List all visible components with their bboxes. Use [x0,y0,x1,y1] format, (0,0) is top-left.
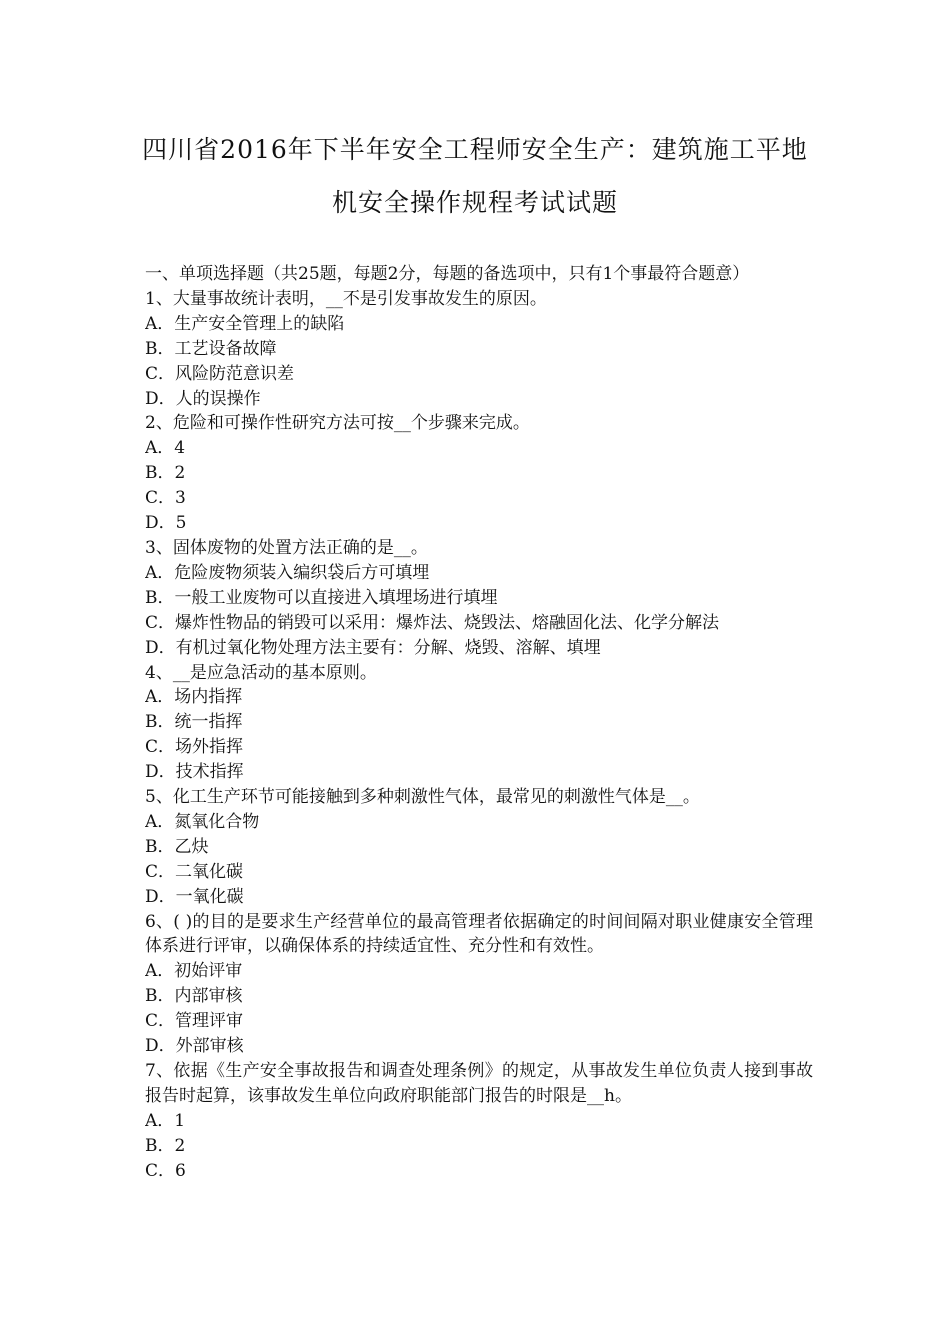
question-option: B．2 [145,463,186,484]
question-1 [145,287,813,412]
title-line-2: 机安全操作规程考试试题 [331,188,618,217]
question-5 [145,785,813,910]
question-4 [145,661,813,786]
question-stem: 6、( )的目的是要求生产经营单位的最高管理者依据确定的时间间隔对职业健康安全管理体系进行评审，以确保体系的持续适宜性、充分性和有效性。 [145,911,813,957]
question-3 [145,536,813,661]
question-option: B．工艺设备故障 [145,338,277,359]
title-line-1: 四川省2016年下半年安全工程师安全生产：建筑施工平地 [142,135,808,164]
question-option: D．一氧化碳 [145,886,244,907]
question-option: B．2 [145,1135,186,1156]
question-option: C．场外指挥 [145,737,244,758]
question-option: A．1 [145,1110,186,1131]
question-6 [145,910,813,1059]
question-option: C．爆炸性物品的销毁可以采用：爆炸法、烧毁法、熔融固化法、化学分解法 [145,612,720,633]
question-option: A．场内指挥 [145,687,243,708]
question-stem: 1、大量事故统计表明，__不是引发事故发生的原因。 [145,288,547,309]
document-title [120,128,830,225]
question-option: A．危险废物须装入编织袋后方可填埋 [145,562,430,583]
question-option: D．技术指挥 [145,762,244,783]
question-option: D．5 [145,513,187,534]
question-option: C．3 [145,488,186,509]
question-7 [145,1059,813,1184]
question-option: C．风险防范意识差 [145,363,295,384]
section-heading: 一、单项选择题（共25题，每题2分，每题的备选项中，只有1个事最符合题意） [145,264,750,284]
question-option: B．一般工业废物可以直接进入填埋场进行填埋 [145,587,498,608]
question-option: A．氮氧化合物 [145,811,260,832]
question-stem: 3、固体废物的处置方法正确的是__。 [145,537,428,558]
question-option: C．管理评审 [145,1011,244,1032]
question-option: B．内部审核 [145,986,243,1007]
question-option: B．统一指挥 [145,712,243,733]
question-stem: 4、__是应急活动的基本原则。 [145,662,377,683]
question-option: D．人的误操作 [145,388,261,409]
question-option: D．有机过氧化物处理方法主要有：分解、烧毁、溶解、填埋 [145,637,601,658]
question-option: B．乙炔 [145,836,209,857]
question-option: C．二氧化碳 [145,861,244,882]
question-stem: 5、化工生产环节可能接触到多种刺激性气体，最常见的刺激性气体是__。 [145,787,700,808]
question-option: D．外部审核 [145,1036,244,1057]
question-option: A．初始评审 [145,961,243,982]
question-stem: 7、依据《生产安全事故报告和调查处理条例》的规定，从事故发生单位负责人接到事故报告时起算，该事故发生单位向政府职能部门报告的时限是__h。 [145,1061,813,1106]
question-stem: 2、危险和可操作性研究方法可按__个步骤来完成。 [145,413,530,434]
question-option: A．4 [145,438,186,459]
question-option: C．6 [145,1160,186,1181]
question-option: A．生产安全管理上的缺陷 [145,313,345,334]
document-body [145,262,813,1184]
question-2 [145,411,813,536]
